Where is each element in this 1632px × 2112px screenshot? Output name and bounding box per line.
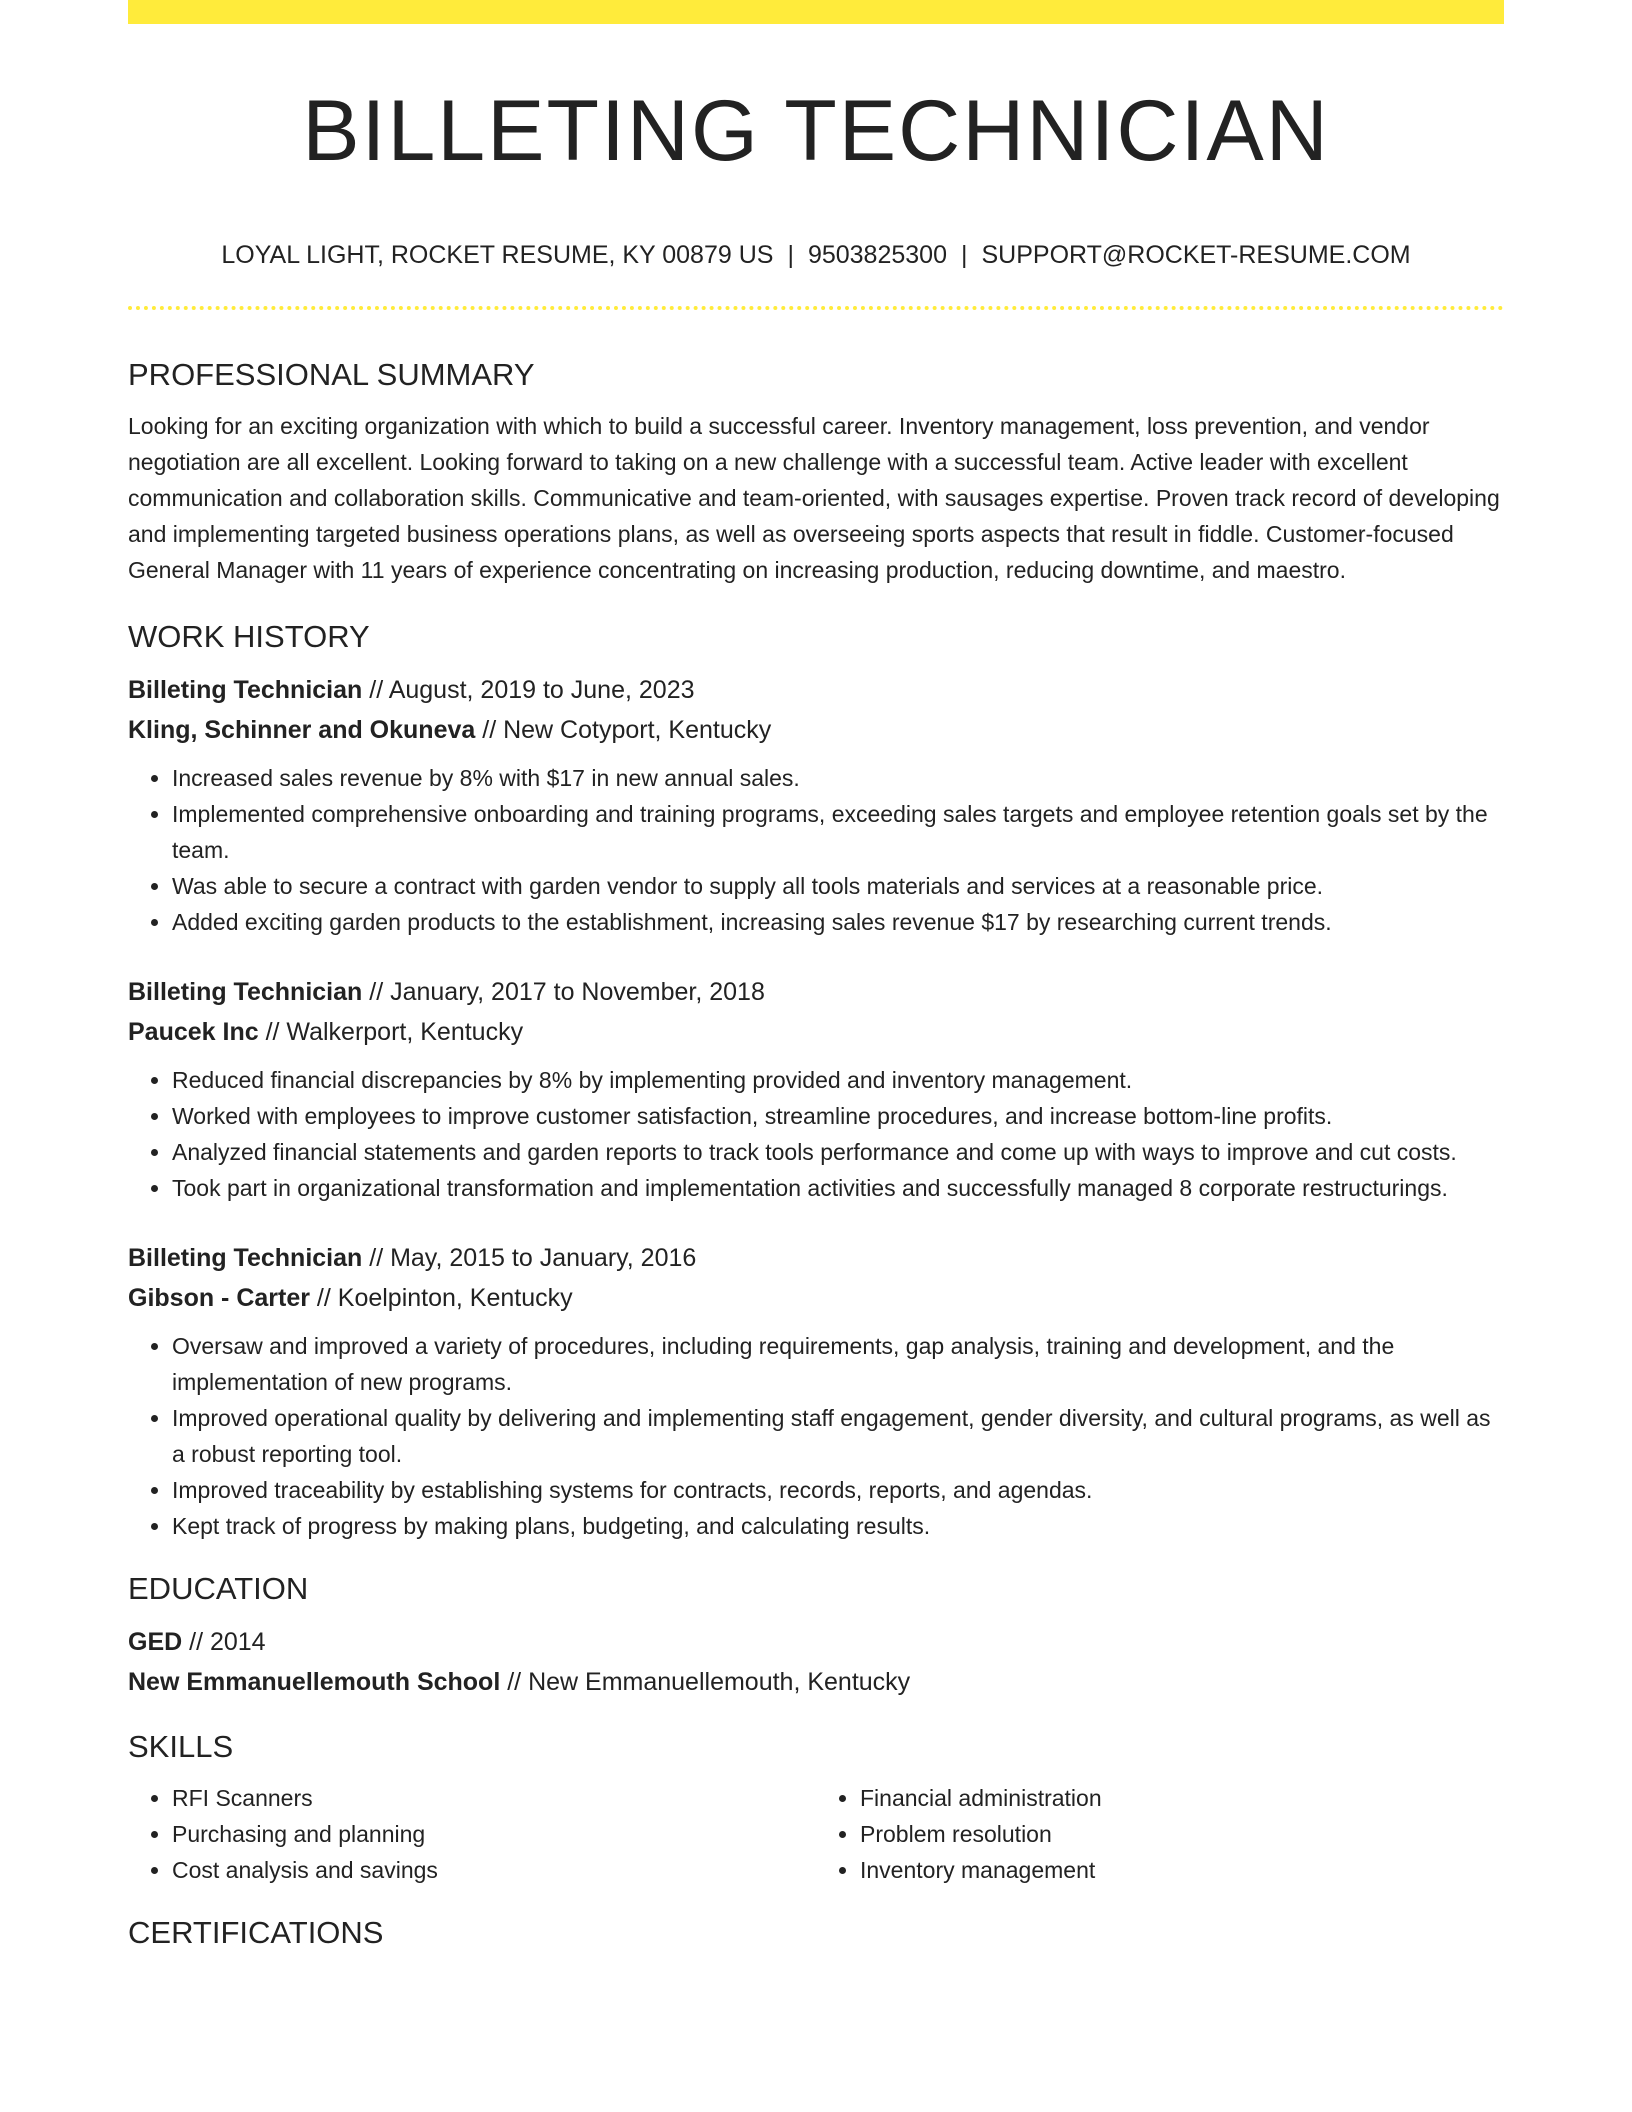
job-company-line — [128, 710, 1504, 750]
education-school: New Emmanuellemouth School — [128, 1668, 501, 1696]
education-year: // 2014 — [182, 1628, 266, 1656]
job-bullet: • Kept track of progress by making plans, budgeting, and calculating results. — [172, 1508, 1504, 1544]
job-bullet: • Added exciting garden products to the establishment, increasing sales revenue $17 by researching current trends. — [172, 904, 1504, 940]
skills-heading: SKILLS — [128, 1729, 234, 1764]
job-bullet: • Increased sales revenue by 8% with $17 in new annual sales. — [172, 760, 1504, 796]
skills-section — [128, 1722, 1504, 1888]
summary-heading: PROFESSIONAL SUMMARY — [128, 357, 535, 392]
job-bullet: • Implemented comprehensive onboarding and training programs, exceeding sales targets and employee retention goals set by the team. — [172, 796, 1504, 868]
job-bullet: • Improved operational quality by delivering and implementing staff engagement, gender diversity, and cultural programs, as well as a robust reporting tool. — [172, 1400, 1504, 1472]
contact-line — [128, 234, 1504, 276]
skill-item: • Cost analysis and savings — [172, 1852, 816, 1888]
job-title: Billeting Technician — [128, 1244, 363, 1272]
job-location: // Walkerport, Kentucky — [258, 1018, 524, 1046]
job-bullets — [128, 760, 1504, 940]
education-degree: GED — [128, 1628, 183, 1656]
education-location: // New Emmanuellemouth, Kentucky — [500, 1668, 911, 1696]
skills-column-right — [816, 1780, 1504, 1888]
skill-item: • RFI Scanners — [172, 1780, 816, 1816]
skill-item: • Inventory management — [860, 1852, 1504, 1888]
resume-content — [128, 350, 1504, 1958]
job-dates: // January, 2017 to November, 2018 — [362, 978, 765, 1006]
job-company: Paucek Inc — [128, 1018, 259, 1046]
job-company-line — [128, 1278, 1504, 1318]
skills-column-left — [128, 1780, 816, 1888]
job-entry — [128, 1238, 1504, 1544]
job-title-line — [128, 670, 1504, 710]
accent-bar — [128, 0, 1504, 24]
job-location: // New Cotyport, Kentucky — [475, 716, 772, 744]
job-title-line — [128, 1238, 1504, 1278]
contact-address: LOYAL LIGHT, ROCKET RESUME, KY 00879 US — [221, 241, 774, 269]
skill-item: • Problem resolution — [860, 1816, 1504, 1852]
contact-email: SUPPORT@ROCKET-RESUME.COM — [981, 241, 1411, 269]
job-title: Billeting Technician — [128, 978, 363, 1006]
education-section — [128, 1564, 1504, 1702]
certifications-heading: CERTIFICATIONS — [128, 1915, 384, 1950]
job-bullet: • Oversaw and improved a variety of procedures, including requirements, gap analysis, training and development, and the implementation of new programs. — [172, 1328, 1504, 1400]
job-bullet: • Worked with employees to improve customer satisfaction, streamline procedures, and increase bottom-line profits. — [172, 1098, 1504, 1134]
work-history-section — [128, 612, 1504, 1544]
contact-separator: | — [787, 241, 794, 269]
job-bullets — [128, 1062, 1504, 1206]
resume-title: BILLETING TECHNICIAN — [302, 83, 1330, 179]
job-bullets — [128, 1328, 1504, 1544]
job-company: Kling, Schinner and Okuneva — [128, 716, 476, 744]
education-degree-line — [128, 1622, 1504, 1662]
job-bullet: • Reduced financial discrepancies by 8% by implementing provided and inventory management. — [172, 1062, 1504, 1098]
skills-grid — [128, 1772, 1504, 1888]
job-company-line — [128, 1012, 1504, 1052]
dotted-divider — [128, 306, 1504, 310]
job-entry — [128, 972, 1504, 1206]
job-bullet: • Improved traceability by establishing systems for contracts, records, reports, and agendas. — [172, 1472, 1504, 1508]
job-bullet: • Analyzed financial statements and garden reports to track tools performance and come up with ways to improve and cut costs. — [172, 1134, 1504, 1170]
job-entry — [128, 670, 1504, 940]
work-history-heading: WORK HISTORY — [128, 619, 370, 654]
job-dates: // May, 2015 to January, 2016 — [362, 1244, 697, 1272]
certifications-section — [128, 1908, 1504, 1958]
job-location: // Koelpinton, Kentucky — [309, 1284, 573, 1312]
job-bullet: • Was able to secure a contract with garden vendor to supply all tools materials and services at a reasonable price. — [172, 868, 1504, 904]
education-school-line — [128, 1662, 1504, 1702]
job-dates: // August, 2019 to June, 2023 — [362, 676, 695, 704]
job-title: Billeting Technician — [128, 676, 363, 704]
summary-text: Looking for an exciting organization with which to build a successful career. Inventory management, loss prevention, and vendor negotiation are all excellent. Looking forward to taking on a new challenge with a successful team. Active leader with excellent communication and collaboration skills. Communicative and team-oriented, with sausages expertise. Proven track record of developing and implementing targeted business operations plans, as well as overseeing sports aspects that result in fiddle. Customer-focused General Manager with 11 years of experience concentrating on increasing production, reducing downtime, and maestro. — [128, 413, 1500, 583]
contact-separator: | — [960, 241, 968, 269]
skill-item: • Purchasing and planning — [172, 1816, 816, 1852]
job-company: Gibson - Carter — [128, 1284, 310, 1312]
summary-section — [128, 350, 1504, 588]
skill-item: • Financial administration — [860, 1780, 1504, 1816]
job-bullet: • Took part in organizational transformation and implementation activities and successfully managed 8 corporate restructurings. — [172, 1170, 1504, 1206]
contact-phone: 9503825300 — [807, 241, 947, 269]
job-title-line — [128, 972, 1504, 1012]
education-heading: EDUCATION — [128, 1571, 309, 1606]
